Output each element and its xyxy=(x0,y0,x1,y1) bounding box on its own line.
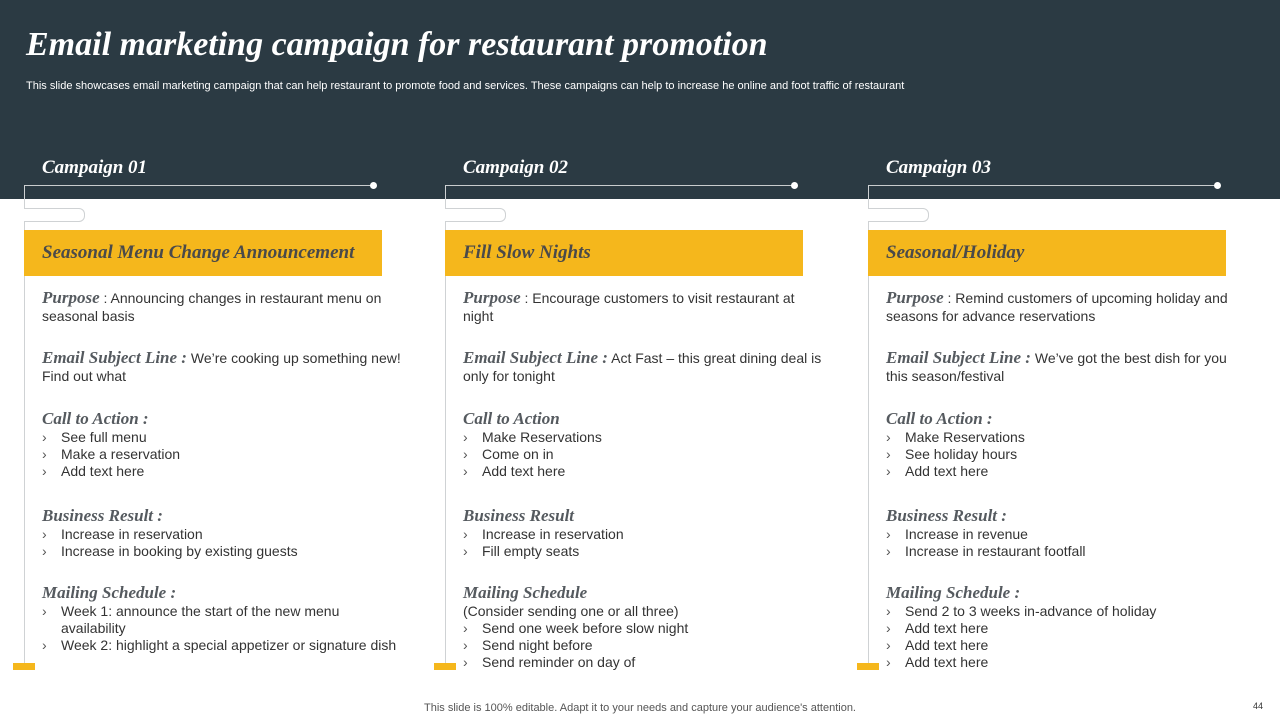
subject-text: We’re cooking up something new! Find out what xyxy=(42,350,401,384)
connector-line xyxy=(868,185,1218,186)
cta-heading: Call to Action : xyxy=(886,409,993,428)
result-section xyxy=(886,506,1246,560)
purpose-section xyxy=(463,289,823,325)
campaign-label: Campaign 02 xyxy=(463,157,569,178)
campaign-column-3 xyxy=(868,0,1248,700)
cta-list xyxy=(463,429,823,480)
page-number: 44 xyxy=(1253,701,1264,711)
tab-marker xyxy=(24,208,85,222)
purpose-text: : Announcing changes in restaurant menu on seasonal basis xyxy=(42,290,382,324)
connector-dot xyxy=(370,182,377,189)
cta-list xyxy=(886,429,1246,480)
result-heading: Business Result : xyxy=(886,506,1007,525)
cta-item: › Make Reservations xyxy=(886,429,1246,446)
result-heading: Business Result : xyxy=(42,506,163,525)
subject-section xyxy=(463,349,823,385)
cta-section xyxy=(463,409,823,480)
purpose-text: : Remind customers of upcoming holiday and seasons for advance reservations xyxy=(886,290,1228,324)
campaign-name-banner xyxy=(445,230,803,276)
schedule-item: › Add text here xyxy=(886,620,1246,637)
cta-heading: Call to Action : xyxy=(42,409,149,428)
connector-line xyxy=(445,185,795,186)
schedule-list xyxy=(886,603,1246,671)
purpose-section xyxy=(886,289,1246,325)
campaign-label: Campaign 01 xyxy=(42,157,148,178)
column-end-marker xyxy=(857,663,879,670)
purpose-text: : Encourage customers to visit restaurant at night xyxy=(463,290,795,324)
schedule-item: › Add text here xyxy=(886,654,1246,671)
campaign-name-banner xyxy=(868,230,1226,276)
cta-item: › Add text here xyxy=(886,463,1246,480)
subject-section xyxy=(42,349,402,385)
schedule-heading: Mailing Schedule : xyxy=(886,583,1021,602)
cta-list xyxy=(42,429,402,480)
subject-heading: Email Subject Line : xyxy=(42,348,187,367)
result-item: › Increase in restaurant footfall xyxy=(886,543,1246,560)
tab-marker xyxy=(868,208,929,222)
subject-text: We’ve got the best dish for you this season/festival xyxy=(886,350,1227,384)
tab-marker xyxy=(445,208,506,222)
column-end-marker xyxy=(434,663,456,670)
campaign-column-2 xyxy=(445,0,825,700)
result-list xyxy=(463,526,823,560)
schedule-heading: Mailing Schedule : xyxy=(42,583,177,602)
schedule-item: › Week 1: announce the start of the new menu availability xyxy=(42,603,402,637)
schedule-list xyxy=(42,603,402,654)
result-item: › Increase in revenue xyxy=(886,526,1246,543)
campaign-column-1 xyxy=(24,0,404,700)
cta-item: › Add text here xyxy=(463,463,823,480)
result-item: › Increase in reservation xyxy=(42,526,402,543)
purpose-heading: Purpose xyxy=(42,288,100,307)
connector-dot xyxy=(1214,182,1221,189)
cta-item: › Make a reservation xyxy=(42,446,402,463)
column-end-marker xyxy=(13,663,35,670)
schedule-section xyxy=(463,583,823,671)
campaign-name-banner xyxy=(24,230,382,276)
schedule-section xyxy=(42,583,402,654)
cta-heading: Call to Action xyxy=(463,409,560,428)
schedule-item: › Week 2: highlight a special appetizer or signature dish xyxy=(42,637,402,654)
schedule-heading: Mailing Schedule xyxy=(463,583,588,602)
result-list xyxy=(886,526,1246,560)
campaign-name: Seasonal/Holiday xyxy=(886,242,1025,263)
schedule-item: › Send reminder on day of xyxy=(463,654,823,671)
connector-line xyxy=(24,185,374,186)
footer-note: This slide is 100% editable. Adapt it to your needs and capture your audience's attention. xyxy=(424,702,856,714)
result-list xyxy=(42,526,402,560)
connector-dot xyxy=(791,182,798,189)
subject-text: Act Fast – this great dining deal is only for tonight xyxy=(463,350,822,384)
cta-item: › See holiday hours xyxy=(886,446,1246,463)
schedule-item: › Send night before xyxy=(463,637,823,654)
schedule-list xyxy=(463,620,823,671)
cta-item: › See full menu xyxy=(42,429,402,446)
schedule-item: › Send 2 to 3 weeks in-advance of holiday xyxy=(886,603,1246,620)
subject-heading: Email Subject Line : xyxy=(886,348,1031,367)
schedule-note: (Consider sending one or all three) xyxy=(463,603,679,619)
result-heading: Business Result xyxy=(463,506,575,525)
purpose-heading: Purpose xyxy=(886,288,944,307)
purpose-section xyxy=(42,289,402,325)
result-item: › Fill empty seats xyxy=(463,543,823,560)
cta-section xyxy=(42,409,402,480)
result-section xyxy=(463,506,823,560)
schedule-item: › Add text here xyxy=(886,637,1246,654)
cta-section xyxy=(886,409,1246,480)
campaign-name: Fill Slow Nights xyxy=(463,242,591,263)
cta-item: › Come on in xyxy=(463,446,823,463)
campaign-label: Campaign 03 xyxy=(886,157,992,178)
schedule-section xyxy=(886,583,1246,671)
result-section xyxy=(42,506,402,560)
purpose-heading: Purpose xyxy=(463,288,521,307)
subject-section xyxy=(886,349,1246,385)
page-subtitle: This slide showcases email marketing campaign that can help restaurant to promote food and services. These campaigns can help to increase he online and foot traffic of restaurant xyxy=(26,80,905,92)
schedule-item: › Send one week before slow night xyxy=(463,620,823,637)
subject-heading: Email Subject Line : xyxy=(463,348,608,367)
result-item: › Increase in booking by existing guests xyxy=(42,543,402,560)
cta-item: › Add text here xyxy=(42,463,402,480)
page-title: Email marketing campaign for restaurant promotion xyxy=(26,26,768,63)
result-item: › Increase in reservation xyxy=(463,526,823,543)
cta-item: › Make Reservations xyxy=(463,429,823,446)
campaign-name: Seasonal Menu Change Announcement xyxy=(42,242,355,263)
